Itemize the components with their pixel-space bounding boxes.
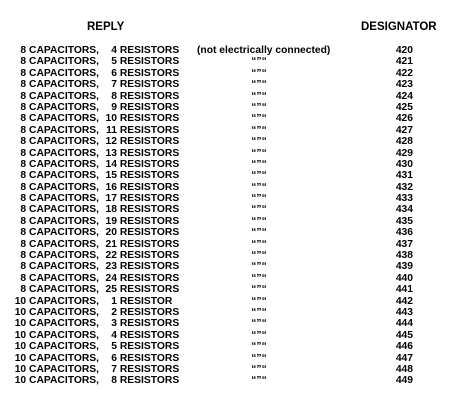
resistor-number: 16 — [105, 181, 117, 193]
resistor-count — [103, 273, 179, 284]
designator-value: 445 — [395, 329, 413, 341]
capacitor-count: 8 CAPACITORS, — [20, 250, 99, 262]
resistor-number: 5 — [111, 56, 117, 68]
designator-value: 432 — [395, 181, 413, 193]
resistor-word: RESISTORS — [119, 227, 180, 239]
capacitor-count: 10 CAPACITORS, — [14, 318, 99, 330]
resistor-word: RESISTORS — [119, 158, 180, 170]
capacitor-count: 8 CAPACITORS, — [20, 158, 99, 170]
designator-value: 434 — [395, 204, 413, 216]
resistor-count — [103, 261, 179, 272]
resistor-number: 22 — [105, 250, 117, 262]
table-row — [0, 284, 459, 295]
resistor-number: 3 — [111, 318, 117, 330]
resistor-word: RESISTORS — [119, 306, 180, 318]
resistor-word: RESISTORS — [119, 193, 180, 205]
column-header-designator: DESIGNATOR — [361, 21, 437, 33]
table-row — [0, 170, 459, 181]
resistor-number: 21 — [105, 238, 117, 250]
capacitor-count: 8 CAPACITORS, — [20, 147, 99, 159]
resistor-word: RESISTORS — [119, 341, 180, 353]
capacitor-count: 10 CAPACITORS, — [14, 363, 99, 375]
connection-note: “”“ — [251, 181, 267, 193]
resistor-count — [103, 159, 179, 170]
resistor-word: RESISTORS — [119, 181, 180, 193]
capacitor-count: 10 CAPACITORS, — [14, 295, 99, 307]
resistor-count — [103, 353, 179, 364]
resistor-word: RESISTORS — [119, 90, 180, 102]
resistor-number: 20 — [105, 227, 117, 239]
resistor-count — [103, 56, 179, 67]
table-row — [0, 296, 459, 307]
resistor-count — [103, 341, 179, 352]
resistor-count — [103, 318, 179, 329]
resistor-word: RESISTORS — [119, 67, 180, 79]
table-row — [0, 250, 459, 261]
capacitor-count: 8 CAPACITORS, — [20, 238, 99, 250]
resistor-count — [103, 307, 179, 318]
connection-note: “”“ — [251, 318, 267, 330]
connection-note: “”“ — [251, 375, 267, 387]
resistor-number: 4 — [111, 45, 117, 56]
resistor-count — [103, 375, 179, 386]
designator-value: 449 — [395, 375, 413, 387]
table-row — [0, 273, 459, 284]
designator-value: 424 — [395, 90, 413, 102]
designator-value: 439 — [395, 261, 413, 273]
resistor-count — [103, 68, 179, 79]
designator-value: 431 — [395, 170, 413, 182]
resistor-word: RESISTORS — [119, 375, 180, 387]
table-row — [0, 307, 459, 318]
resistor-count — [103, 330, 179, 341]
resistor-word: RESISTOR — [119, 295, 173, 307]
capacitor-count: 8 CAPACITORS, — [20, 101, 99, 113]
resistor-count — [103, 296, 172, 307]
table-row — [0, 204, 459, 215]
designator-value: 427 — [395, 124, 413, 136]
resistor-word: RESISTORS — [119, 238, 180, 250]
capacitor-count: 8 CAPACITORS, — [20, 215, 99, 227]
column-header-reply: REPLY — [87, 21, 125, 33]
designator-value: 436 — [395, 227, 413, 239]
designator-value: 438 — [395, 250, 413, 262]
designator-value: 425 — [395, 101, 413, 113]
resistor-number: 25 — [105, 284, 117, 296]
designator-value: 443 — [395, 306, 413, 318]
resistor-word: RESISTORS — [119, 352, 180, 364]
resistor-number: 4 — [111, 329, 117, 341]
connection-note: “”“ — [251, 158, 267, 170]
resistor-count — [103, 239, 179, 250]
resistor-count — [103, 170, 179, 181]
resistor-count — [103, 91, 179, 102]
designator-value: 440 — [395, 272, 413, 284]
resistor-number: 5 — [111, 341, 117, 353]
connection-note: “”“ — [251, 261, 267, 273]
capacitor-count: 10 CAPACITORS, — [14, 306, 99, 318]
designator-value: 433 — [395, 193, 413, 205]
connection-note: “”“ — [251, 101, 267, 113]
capacitor-count: 8 CAPACITORS, — [20, 90, 99, 102]
capacitor-count: 10 CAPACITORS, — [14, 375, 99, 387]
resistor-number: 8 — [111, 375, 117, 387]
table-row — [0, 68, 459, 79]
connection-note: (not electrically connected) — [197, 45, 331, 56]
resistor-number: 24 — [105, 272, 117, 284]
capacitor-count: 10 CAPACITORS, — [14, 352, 99, 364]
connection-note: “”“ — [251, 341, 267, 353]
resistor-count — [103, 102, 179, 113]
table-row — [0, 364, 459, 375]
table-row — [0, 102, 459, 113]
resistor-word: RESISTORS — [119, 318, 180, 330]
table-row — [0, 227, 459, 238]
resistor-word: RESISTORS — [119, 147, 180, 159]
designator-value: 420 — [395, 45, 413, 56]
designator-value: 426 — [395, 113, 413, 125]
connection-note: “”“ — [251, 329, 267, 341]
connection-note: “”“ — [251, 170, 267, 182]
resistor-word: RESISTORS — [119, 329, 180, 341]
resistor-word: RESISTORS — [119, 204, 180, 216]
designator-value: 437 — [395, 238, 413, 250]
designator-value: 421 — [395, 56, 413, 68]
resistor-count — [103, 250, 179, 261]
resistor-number: 23 — [105, 261, 117, 273]
resistor-number: 7 — [111, 79, 117, 91]
resistor-word: RESISTORS — [119, 170, 180, 182]
resistor-number: 12 — [105, 136, 117, 148]
connection-note: “”“ — [251, 56, 267, 68]
resistor-word: RESISTORS — [119, 261, 180, 273]
capacitor-count: 8 CAPACITORS, — [20, 272, 99, 284]
resistor-word: RESISTORS — [119, 56, 180, 68]
resistor-count — [103, 113, 179, 124]
resistor-word: RESISTORS — [119, 363, 180, 375]
table-row — [0, 113, 459, 124]
table-row — [0, 193, 459, 204]
connection-note: “”“ — [251, 67, 267, 79]
resistor-number: 1 — [111, 295, 117, 307]
connection-note: “”“ — [251, 284, 267, 296]
table-row — [0, 56, 459, 67]
designator-value: 429 — [395, 147, 413, 159]
connection-note: “”“ — [251, 90, 267, 102]
resistor-word: RESISTORS — [119, 124, 180, 136]
table-row — [0, 330, 459, 341]
connection-note: “”“ — [251, 272, 267, 284]
connection-note: “”“ — [251, 136, 267, 148]
capacitor-count: 8 CAPACITORS, — [20, 170, 99, 182]
capacitor-count: 8 CAPACITORS, — [20, 56, 99, 68]
resistor-word: RESISTORS — [119, 272, 180, 284]
resistor-word: RESISTORS — [119, 136, 180, 148]
capacitor-count: 8 CAPACITORS, — [20, 204, 99, 216]
resistor-count — [103, 125, 179, 136]
connection-note: “”“ — [251, 295, 267, 307]
resistor-count — [103, 364, 179, 375]
resistor-number: 13 — [105, 147, 117, 159]
connection-note: “”“ — [251, 363, 267, 375]
designator-value: 423 — [395, 79, 413, 91]
resistor-count — [103, 227, 179, 238]
connection-note: “”“ — [251, 193, 267, 205]
designator-value: 422 — [395, 67, 413, 79]
resistor-count — [103, 182, 179, 193]
designator-value: 441 — [395, 284, 413, 296]
designator-value: 430 — [395, 158, 413, 170]
resistor-number: 17 — [105, 193, 117, 205]
resistor-number: 7 — [111, 363, 117, 375]
capacitor-count: 10 CAPACITORS, — [14, 329, 99, 341]
designator-value: 435 — [395, 215, 413, 227]
table-row — [0, 136, 459, 147]
table-row — [0, 353, 459, 364]
connection-note: “”“ — [251, 306, 267, 318]
connection-note: “”“ — [251, 215, 267, 227]
resistor-number: 6 — [111, 67, 117, 79]
capacitor-count: 8 CAPACITORS, — [20, 193, 99, 205]
connection-note: “”“ — [251, 147, 267, 159]
designator-value: 446 — [395, 341, 413, 353]
capacitor-count: 8 CAPACITORS, — [20, 67, 99, 79]
designator-value: 448 — [395, 363, 413, 375]
table-row — [0, 216, 459, 227]
resistor-word: RESISTORS — [119, 45, 180, 56]
resistor-count — [103, 193, 179, 204]
designator-value: 428 — [395, 136, 413, 148]
resistor-number: 10 — [105, 113, 117, 125]
resistor-count — [103, 136, 179, 147]
capacitor-count: 8 CAPACITORS, — [20, 181, 99, 193]
resistor-number: 11 — [106, 124, 117, 136]
resistor-number: 2 — [111, 306, 117, 318]
capacitor-count: 8 CAPACITORS, — [20, 227, 99, 239]
connection-note: “”“ — [251, 352, 267, 364]
capacitor-count: 8 CAPACITORS, — [20, 113, 99, 125]
resistor-count — [103, 284, 179, 295]
resistor-number: 15 — [105, 170, 117, 182]
connection-note: “”“ — [251, 227, 267, 239]
resistor-number: 14 — [105, 158, 117, 170]
reply-designator-table — [0, 45, 459, 387]
resistor-count — [103, 45, 179, 56]
connection-note: “”“ — [251, 113, 267, 125]
connection-note: “”“ — [251, 238, 267, 250]
table-row — [0, 261, 459, 272]
table-row — [0, 125, 459, 136]
table-row — [0, 341, 459, 352]
table-row — [0, 45, 459, 56]
resistor-word: RESISTORS — [119, 113, 180, 125]
table-row — [0, 91, 459, 102]
resistor-number: 8 — [111, 90, 117, 102]
connection-note: “”“ — [251, 124, 267, 136]
table-row — [0, 148, 459, 159]
capacitor-count: 8 CAPACITORS, — [20, 261, 99, 273]
table-row — [0, 182, 459, 193]
table-row — [0, 79, 459, 90]
resistor-number: 9 — [111, 101, 117, 113]
table-row — [0, 318, 459, 329]
table-row — [0, 375, 459, 386]
capacitor-count: 8 CAPACITORS, — [20, 124, 99, 136]
resistor-number: 19 — [105, 215, 117, 227]
capacitor-count: 8 CAPACITORS, — [20, 45, 99, 56]
connection-note: “”“ — [251, 250, 267, 262]
resistor-number: 18 — [105, 204, 117, 216]
designator-value: 447 — [395, 352, 413, 364]
connection-note: “”“ — [251, 204, 267, 216]
resistor-count — [103, 148, 179, 159]
resistor-count — [103, 204, 179, 215]
capacitor-count: 10 CAPACITORS, — [14, 341, 99, 353]
designator-value: 442 — [395, 295, 413, 307]
capacitor-count: 8 CAPACITORS, — [20, 284, 99, 296]
designator-value: 444 — [395, 318, 413, 330]
resistor-word: RESISTORS — [119, 101, 180, 113]
resistor-word: RESISTORS — [119, 215, 180, 227]
capacitor-count: 8 CAPACITORS, — [20, 79, 99, 91]
resistor-word: RESISTORS — [119, 79, 180, 91]
table-row — [0, 239, 459, 250]
resistor-word: RESISTORS — [119, 284, 180, 296]
resistor-count — [103, 79, 179, 90]
resistor-word: RESISTORS — [119, 250, 180, 262]
resistor-count — [103, 216, 179, 227]
capacitor-count: 8 CAPACITORS, — [20, 136, 99, 148]
table-row — [0, 159, 459, 170]
resistor-number: 6 — [111, 352, 117, 364]
connection-note: “”“ — [251, 79, 267, 91]
